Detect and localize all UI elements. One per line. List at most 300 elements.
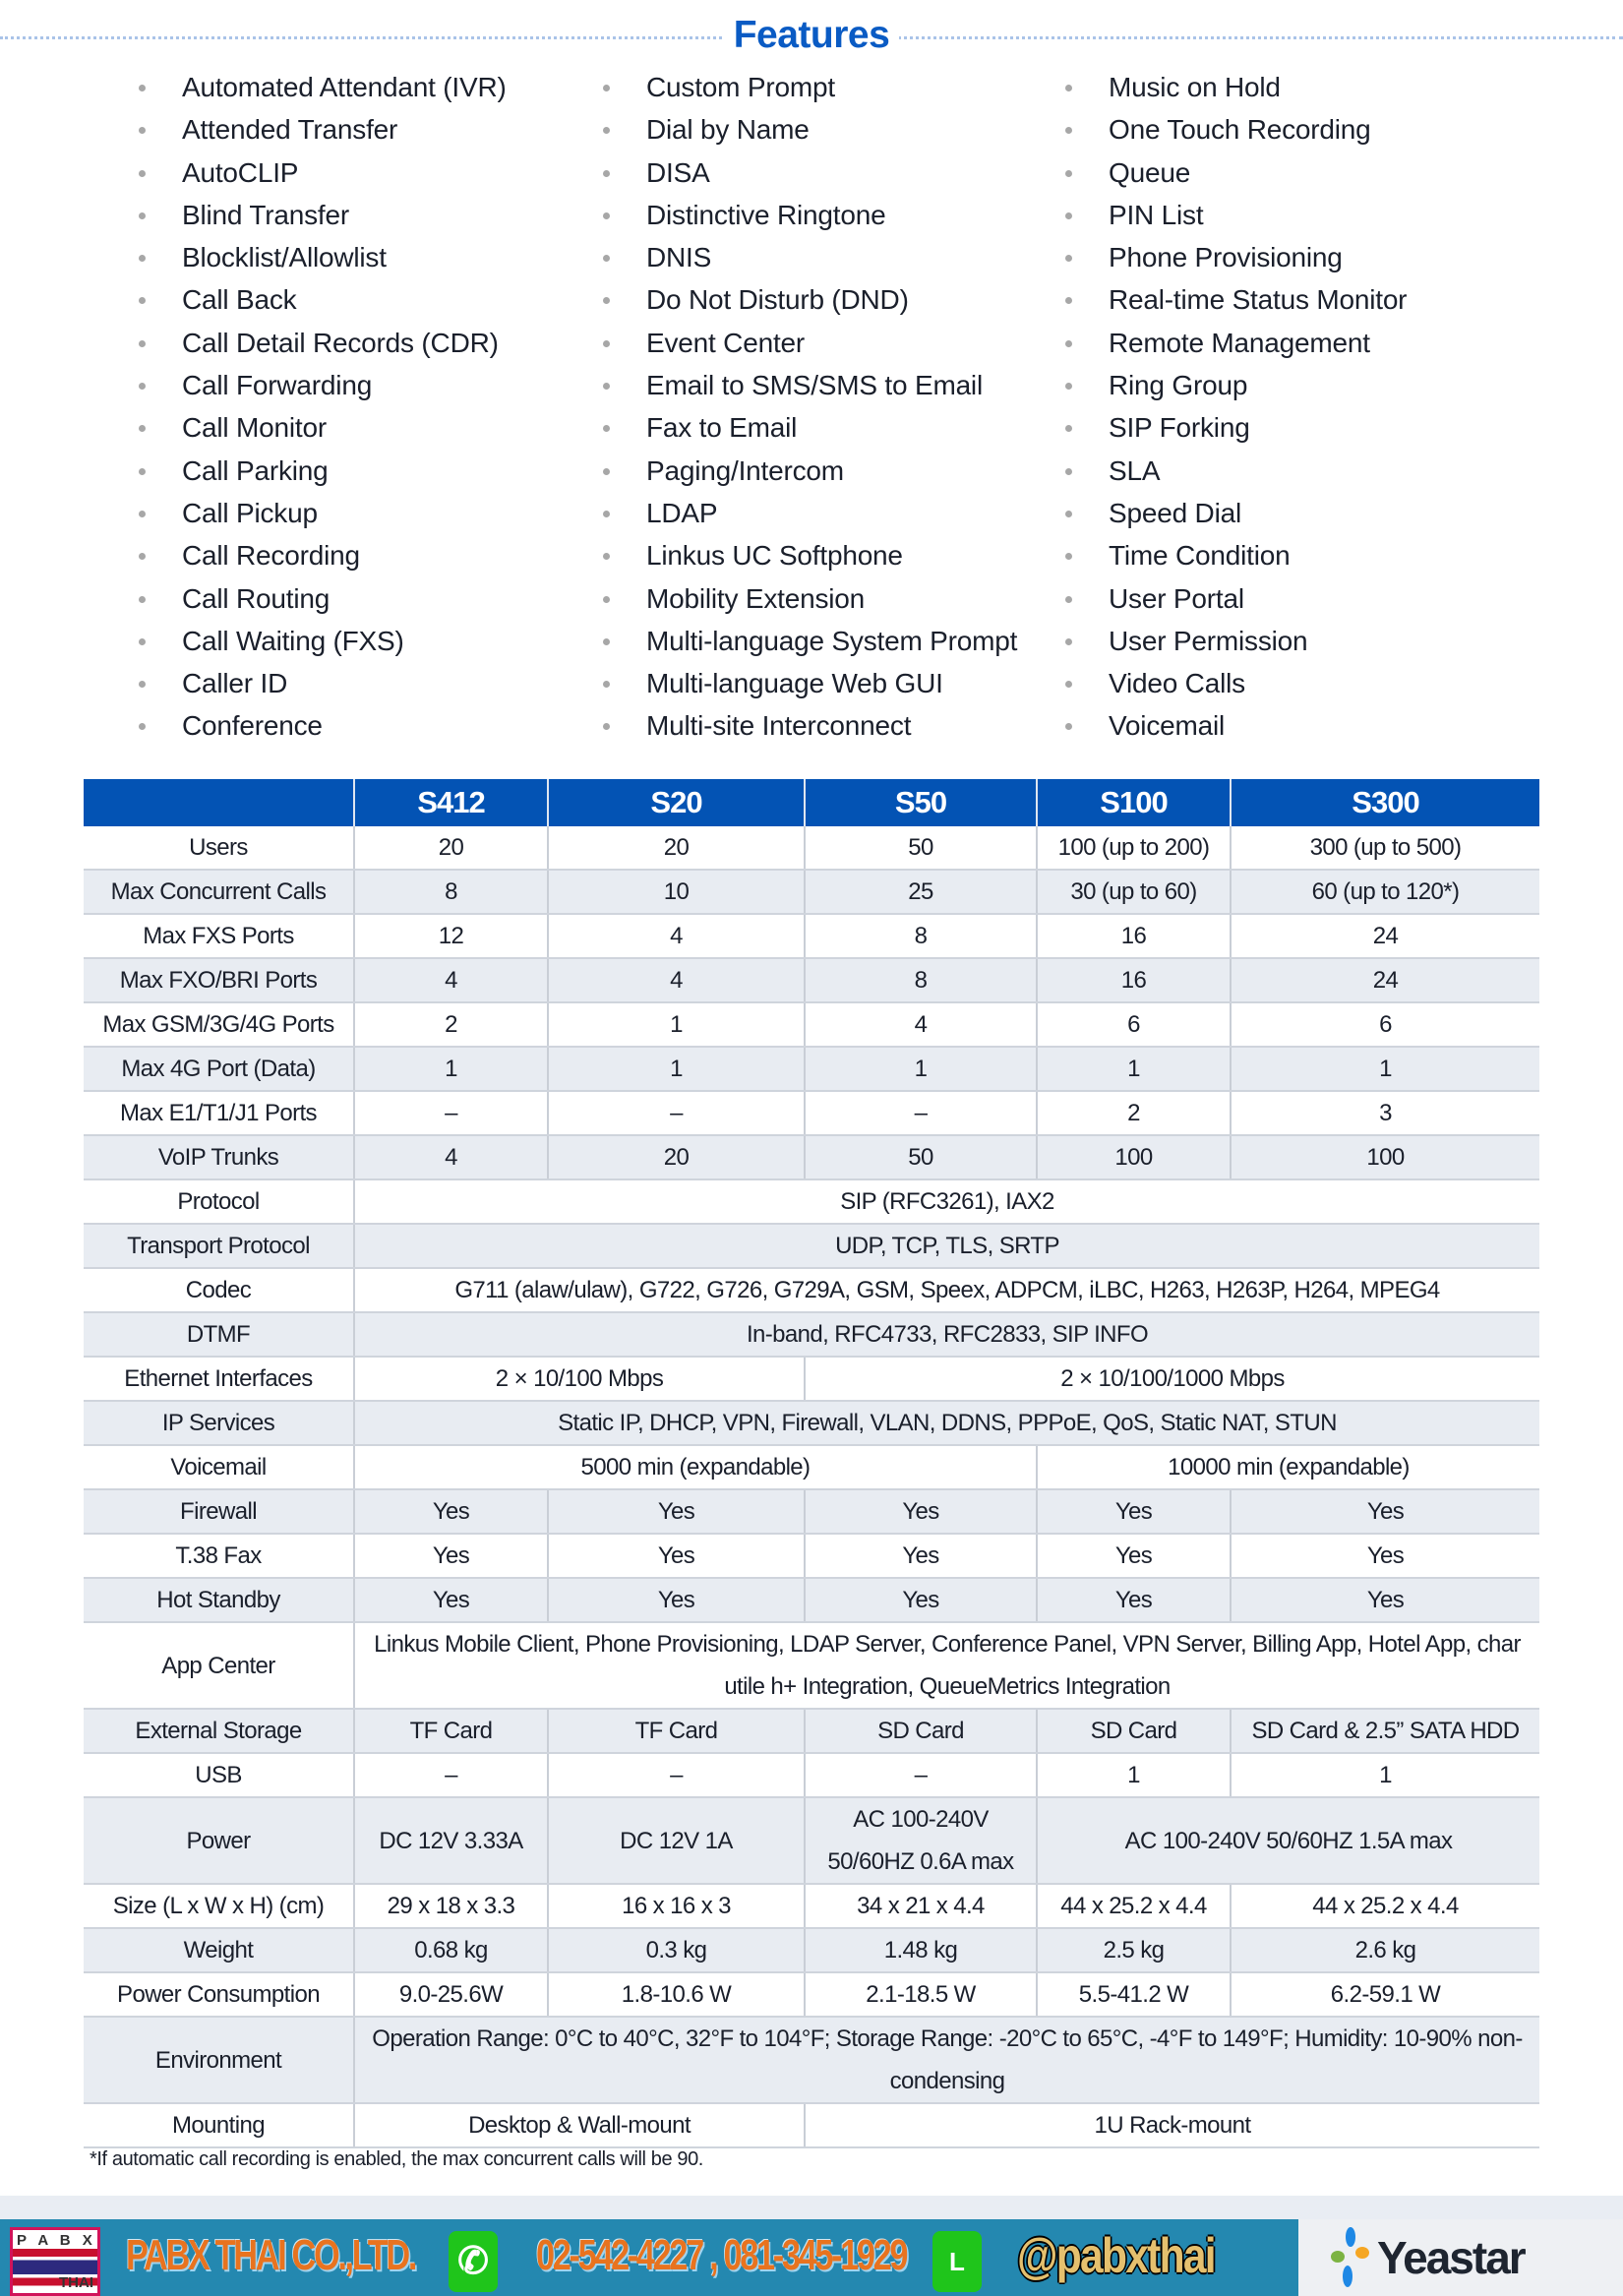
- bullet-icon: [1065, 511, 1072, 517]
- feature-label: Event Center: [646, 327, 806, 358]
- table-row: [84, 1534, 1539, 1578]
- table-cell: Yes: [1231, 1578, 1539, 1622]
- feature-label: Call Recording: [182, 540, 360, 572]
- bullet-icon: [603, 383, 610, 390]
- table-cell: Yes: [1037, 1534, 1231, 1578]
- features-column: [182, 66, 507, 748]
- row-label: Power Consumption: [84, 1972, 354, 2017]
- row-label: Max GSM/3G/4G Ports: [84, 1002, 354, 1047]
- bullet-icon: [603, 127, 610, 134]
- feature-item: [1109, 406, 1407, 449]
- table-cell: 8: [805, 958, 1037, 1002]
- table-cell: 1: [1037, 1753, 1231, 1797]
- feature-item: [182, 492, 507, 534]
- bullet-icon: [139, 85, 146, 91]
- table-cell: SD Card: [1037, 1709, 1231, 1753]
- feature-item: [1109, 450, 1407, 492]
- feature-item: [646, 151, 1017, 194]
- row-label: Ethernet Interfaces: [84, 1357, 354, 1401]
- footnote: *If automatic call recording is enabled, the max concurrent calls will be 90.: [90, 2148, 703, 2170]
- table-row: [84, 1047, 1539, 1091]
- table-row: [84, 1002, 1539, 1047]
- table-header-row: [84, 779, 1539, 826]
- table-cell: TF Card: [354, 1709, 548, 1753]
- features-column: [646, 66, 1017, 748]
- row-label: Users: [84, 826, 354, 870]
- row-label: T.38 Fax: [84, 1534, 354, 1578]
- feature-item: [1109, 66, 1407, 108]
- table-cell: Linkus Mobile Client, Phone Provisioning, LDAP Server, Conference Panel, VPN Server, Billing App, Hotel App, char utile h+ Integration, QueueMetrics Integration: [354, 1622, 1539, 1709]
- table-cell: 44 x 25.2 x 4.4: [1231, 1884, 1539, 1928]
- table-row: [84, 1445, 1539, 1489]
- table-row: [84, 1884, 1539, 1928]
- feature-item: [182, 534, 507, 576]
- row-label: Max E1/T1/J1 Ports: [84, 1091, 354, 1135]
- bullet-icon: [139, 127, 146, 134]
- bullet-icon: [1065, 638, 1072, 645]
- table-cell: Yes: [354, 1489, 548, 1534]
- table-cell: 16: [1037, 958, 1231, 1002]
- feature-item: [182, 577, 507, 620]
- row-label: Firewall: [84, 1489, 354, 1534]
- table-cell: Yes: [354, 1578, 548, 1622]
- bullet-icon: [139, 212, 146, 219]
- bullet-icon: [603, 85, 610, 91]
- table-cell: Yes: [805, 1534, 1037, 1578]
- feature-label: SIP Forking: [1109, 412, 1250, 444]
- column-header-s50: S50: [805, 779, 1037, 826]
- bullet-icon: [139, 468, 146, 475]
- feature-item: [646, 406, 1017, 449]
- table-cell: 1: [548, 1047, 805, 1091]
- table-cell: 20: [354, 826, 548, 870]
- table-cell: 29 x 18 x 3.3: [354, 1884, 548, 1928]
- table-cell: Yes: [1231, 1489, 1539, 1534]
- table-row: [84, 1972, 1539, 2017]
- table-row: [84, 1401, 1539, 1445]
- feature-label: User Portal: [1109, 582, 1244, 614]
- table-cell: DC 12V 1A: [548, 1797, 805, 1884]
- table-cell: 5000 min (expandable): [354, 1445, 1037, 1489]
- table-cell: 4: [548, 958, 805, 1002]
- table-row: [84, 1797, 1539, 1884]
- feature-label: PIN List: [1109, 199, 1204, 230]
- table-cell: Yes: [805, 1578, 1037, 1622]
- feature-label: Dial by Name: [646, 114, 810, 146]
- table-cell: Yes: [1231, 1534, 1539, 1578]
- feature-item: [1109, 364, 1407, 406]
- bullet-icon: [603, 212, 610, 219]
- table-cell: AC 100-240V 50/60HZ 0.6A max: [805, 1797, 1037, 1884]
- feature-item: [646, 450, 1017, 492]
- feature-item: [182, 236, 507, 278]
- bullet-icon: [1065, 170, 1072, 177]
- table-cell: 2: [354, 1002, 548, 1047]
- column-header-s100: S100: [1037, 779, 1231, 826]
- row-label: Max FXO/BRI Ports: [84, 958, 354, 1002]
- table-cell: 60 (up to 120*): [1231, 870, 1539, 914]
- table-row: [84, 1928, 1539, 1972]
- table-cell: 0.68 kg: [354, 1928, 548, 1972]
- table-cell: 9.0-25.6W: [354, 1972, 548, 2017]
- table-cell: 25: [805, 870, 1037, 914]
- table-cell: 0.3 kg: [548, 1928, 805, 1972]
- table-cell: 24: [1231, 914, 1539, 958]
- row-label: Transport Protocol: [84, 1224, 354, 1268]
- feature-label: Queue: [1109, 156, 1191, 188]
- feature-label: Real-time Status Monitor: [1109, 284, 1408, 316]
- feature-label: SLA: [1109, 454, 1161, 486]
- feature-item: [1109, 492, 1407, 534]
- row-label: External Storage: [84, 1709, 354, 1753]
- table-cell: 4: [548, 914, 805, 958]
- table-cell: SD Card: [805, 1709, 1037, 1753]
- feature-label: AutoCLIP: [182, 156, 299, 188]
- table-cell: 1: [354, 1047, 548, 1091]
- row-label: Hot Standby: [84, 1578, 354, 1622]
- row-label: Max FXS Ports: [84, 914, 354, 958]
- table-cell: 1.48 kg: [805, 1928, 1037, 1972]
- bullet-icon: [139, 170, 146, 177]
- feature-item: [646, 108, 1017, 151]
- table-cell: Yes: [1037, 1489, 1231, 1534]
- feature-item: [182, 108, 507, 151]
- feature-label: Call Back: [182, 284, 297, 316]
- feature-item: [1109, 577, 1407, 620]
- table-cell: –: [805, 1091, 1037, 1135]
- row-label: USB: [84, 1753, 354, 1797]
- table-cell: 10000 min (expandable): [1037, 1445, 1539, 1489]
- feature-label: Email to SMS/SMS to Email: [646, 370, 983, 401]
- table-cell: 1: [1231, 1047, 1539, 1091]
- feature-label: Ring Group: [1109, 370, 1248, 401]
- table-cell: Static IP, DHCP, VPN, Firewall, VLAN, DDNS, PPPoE, QoS, Static NAT, STUN: [354, 1401, 1539, 1445]
- bullet-icon: [139, 255, 146, 262]
- feature-item: [1109, 278, 1407, 321]
- row-label: Protocol: [84, 1179, 354, 1224]
- feature-label: User Permission: [1109, 625, 1308, 656]
- feature-label: Time Condition: [1109, 540, 1291, 572]
- table-cell: –: [548, 1091, 805, 1135]
- column-header-s300: S300: [1231, 779, 1539, 826]
- feature-label: Blocklist/Allowlist: [182, 242, 387, 273]
- features-column: [1109, 66, 1407, 748]
- feature-item: [1109, 704, 1407, 747]
- bullet-icon: [139, 297, 146, 304]
- bullet-icon: [139, 681, 146, 688]
- bullet-icon: [603, 681, 610, 688]
- table-cell: 10: [548, 870, 805, 914]
- bullet-icon: [1065, 553, 1072, 560]
- bullet-icon: [1065, 85, 1072, 91]
- table-cell: Yes: [548, 1578, 805, 1622]
- feature-item: [646, 534, 1017, 576]
- table-cell: Yes: [354, 1534, 548, 1578]
- feature-label: Paging/Intercom: [646, 454, 844, 486]
- bullet-icon: [139, 383, 146, 390]
- line-id: @pabxthai: [1017, 2228, 1215, 2283]
- feature-label: Multi-site Interconnect: [646, 710, 912, 742]
- features-heading: [0, 14, 1623, 59]
- table-cell: 2 × 10/100/1000 Mbps: [805, 1357, 1539, 1401]
- bullet-icon: [1065, 468, 1072, 475]
- bullet-icon: [139, 596, 146, 603]
- table-cell: –: [805, 1753, 1037, 1797]
- table-cell: Operation Range: 0°C to 40°C, 32°F to 104°F; Storage Range: -20°C to 65°C, -4°F to 149°F; Humidity: 10-90% non-condensing: [354, 2017, 1539, 2103]
- feature-item: [1109, 620, 1407, 662]
- bullet-icon: [1065, 723, 1072, 730]
- feature-item: [182, 322, 507, 364]
- feature-item: [182, 194, 507, 236]
- table-cell: 2.1-18.5 W: [805, 1972, 1037, 2017]
- table-cell: Desktop & Wall-mount: [354, 2103, 805, 2147]
- feature-label: DNIS: [646, 242, 712, 273]
- feature-item: [182, 662, 507, 704]
- table-cell: 24: [1231, 958, 1539, 1002]
- feature-label: Blind Transfer: [182, 199, 349, 230]
- bullet-icon: [1065, 297, 1072, 304]
- feature-label: Automated Attendant (IVR): [182, 72, 507, 102]
- yeastar-mark-icon: [1326, 2225, 1375, 2290]
- feature-item: [1109, 236, 1407, 278]
- bullet-icon: [1065, 596, 1072, 603]
- line-icon: L: [932, 2231, 982, 2292]
- row-label: Voicemail: [84, 1445, 354, 1489]
- table-row: [84, 1578, 1539, 1622]
- bullet-icon: [1065, 212, 1072, 219]
- feature-label: Phone Provisioning: [1109, 242, 1343, 273]
- row-label: Environment: [84, 2017, 354, 2103]
- feature-label: Multi-language Web GUI: [646, 668, 943, 699]
- table-cell: 2.5 kg: [1037, 1928, 1231, 1972]
- table-row: [84, 1709, 1539, 1753]
- table-row: [84, 1622, 1539, 1709]
- feature-label: Linkus UC Softphone: [646, 540, 903, 572]
- feature-item: [646, 66, 1017, 108]
- feature-label: Call Forwarding: [182, 370, 373, 401]
- table-cell: Yes: [548, 1534, 805, 1578]
- table-cell: AC 100-240V 50/60HZ 1.5A max: [1037, 1797, 1539, 1884]
- table-cell: –: [548, 1753, 805, 1797]
- row-label: Mounting: [84, 2103, 354, 2147]
- feature-label: Voicemail: [1109, 710, 1226, 742]
- feature-item: [646, 322, 1017, 364]
- table-cell: 6: [1231, 1002, 1539, 1047]
- table-cell: Yes: [548, 1489, 805, 1534]
- table-cell: 16: [1037, 914, 1231, 958]
- feature-item: [646, 492, 1017, 534]
- table-row: [84, 1179, 1539, 1224]
- table-row: [84, 958, 1539, 1002]
- table-cell: Yes: [1037, 1578, 1231, 1622]
- spec-table: [84, 779, 1539, 2148]
- bullet-icon: [603, 297, 610, 304]
- row-label: Power: [84, 1797, 354, 1884]
- feature-item: [646, 620, 1017, 662]
- feature-label: One Touch Recording: [1109, 114, 1371, 146]
- table-cell: 12: [354, 914, 548, 958]
- table-row: [84, 1357, 1539, 1401]
- feature-label: Speed Dial: [1109, 497, 1241, 528]
- bullet-icon: [139, 511, 146, 517]
- feature-item: [1109, 322, 1407, 364]
- table-cell: 1: [1231, 1753, 1539, 1797]
- feature-item: [646, 364, 1017, 406]
- feature-label: Caller ID: [182, 668, 288, 699]
- bullet-icon: [603, 255, 610, 262]
- pabx-thai-logo: P A B X THAI: [10, 2227, 100, 2296]
- table-cell: 6.2-59.1 W: [1231, 1972, 1539, 2017]
- table-cell: 8: [805, 914, 1037, 958]
- row-label: App Center: [84, 1622, 354, 1709]
- feature-label: Call Waiting (FXS): [182, 625, 404, 656]
- row-label: Weight: [84, 1928, 354, 1972]
- bullet-icon: [1065, 340, 1072, 347]
- row-label: VoIP Trunks: [84, 1135, 354, 1179]
- table-cell: 5.5-41.2 W: [1037, 1972, 1231, 2017]
- table-cell: UDP, TCP, TLS, SRTP: [354, 1224, 1539, 1268]
- feature-label: Call Pickup: [182, 497, 318, 528]
- bullet-icon: [603, 553, 610, 560]
- table-cell: 6: [1037, 1002, 1231, 1047]
- table-cell: 20: [548, 1135, 805, 1179]
- table-cell: SIP (RFC3261), IAX2: [354, 1179, 1539, 1224]
- table-cell: 1U Rack-mount: [805, 2103, 1539, 2147]
- feature-item: [1109, 151, 1407, 194]
- table-cell: 8: [354, 870, 548, 914]
- column-header-s20: S20: [548, 779, 805, 826]
- table-cell: 50: [805, 1135, 1037, 1179]
- feature-label: Distinctive Ringtone: [646, 199, 886, 230]
- bullet-icon: [139, 638, 146, 645]
- bullet-icon: [603, 723, 610, 730]
- feature-label: Call Routing: [182, 582, 331, 614]
- bullet-icon: [139, 425, 146, 432]
- bullet-icon: [139, 340, 146, 347]
- feature-label: Conference: [182, 710, 323, 742]
- table-cell: 30 (up to 60): [1037, 870, 1231, 914]
- table-row: [84, 1753, 1539, 1797]
- table-cell: 100 (up to 200): [1037, 826, 1231, 870]
- feature-item: [182, 450, 507, 492]
- table-cell: 1.8-10.6 W: [548, 1972, 805, 2017]
- phone-numbers: 02-542-4227 , 081-345-1929: [536, 2231, 907, 2279]
- bullet-icon: [603, 468, 610, 475]
- table-row: [84, 870, 1539, 914]
- feature-label: Call Parking: [182, 454, 329, 486]
- feature-label: Fax to Email: [646, 412, 798, 444]
- table-cell: 1: [548, 1002, 805, 1047]
- feature-label: LDAP: [646, 497, 718, 528]
- table-row: [84, 914, 1539, 958]
- table-cell: 100: [1231, 1135, 1539, 1179]
- table-row: [84, 1489, 1539, 1534]
- table-row: [84, 2017, 1539, 2103]
- column-header-s412: S412: [354, 779, 548, 826]
- feature-item: [182, 620, 507, 662]
- feature-item: [646, 236, 1017, 278]
- table-cell: In-band, RFC4733, RFC2833, SIP INFO: [354, 1312, 1539, 1357]
- feature-label: Attended Transfer: [182, 114, 398, 146]
- feature-item: [1109, 194, 1407, 236]
- table-cell: DC 12V 3.33A: [354, 1797, 548, 1884]
- table-cell: 4: [354, 958, 548, 1002]
- table-cell: G711 (alaw/ulaw), G722, G726, G729A, GSM, Speex, ADPCM, iLBC, H263, H263P, H264, MPEG4: [354, 1268, 1539, 1312]
- bullet-icon: [603, 596, 610, 603]
- feature-item: [646, 577, 1017, 620]
- phone-icon: ✆: [449, 2231, 498, 2292]
- bullet-icon: [1065, 425, 1072, 432]
- feature-item: [182, 66, 507, 108]
- bullet-icon: [603, 511, 610, 517]
- table-cell: 3: [1231, 1091, 1539, 1135]
- table-cell: –: [354, 1091, 548, 1135]
- table-cell: SD Card & 2.5” SATA HDD: [1231, 1709, 1539, 1753]
- bullet-icon: [603, 170, 610, 177]
- table-cell: 2: [1037, 1091, 1231, 1135]
- bullet-icon: [603, 638, 610, 645]
- table-row: [84, 1268, 1539, 1312]
- yeastar-logo: [1326, 2225, 1621, 2290]
- table-row: [84, 2103, 1539, 2147]
- feature-label: Multi-language System Prompt: [646, 625, 1018, 656]
- row-label: Codec: [84, 1268, 354, 1312]
- feature-label: Remote Management: [1109, 327, 1370, 358]
- feature-item: [646, 278, 1017, 321]
- bullet-icon: [603, 340, 610, 347]
- company-name: PABX THAI CO.,LTD.: [126, 2231, 416, 2279]
- table-cell: 50: [805, 826, 1037, 870]
- feature-item: [182, 278, 507, 321]
- feature-item: [182, 704, 507, 747]
- table-row: [84, 826, 1539, 870]
- bullet-icon: [1065, 127, 1072, 134]
- table-cell: 1: [805, 1047, 1037, 1091]
- row-label: Size (L x W x H) (cm): [84, 1884, 354, 1928]
- feature-item: [182, 151, 507, 194]
- table-cell: 16 x 16 x 3: [548, 1884, 805, 1928]
- row-label: DTMF: [84, 1312, 354, 1357]
- bullet-icon: [139, 553, 146, 560]
- yeastar-wordmark: Yeastar: [1377, 2232, 1525, 2283]
- feature-label: Music on Hold: [1109, 72, 1281, 102]
- feature-label: Do Not Disturb (DND): [646, 284, 909, 316]
- feature-item: [646, 704, 1017, 747]
- table-cell: 100: [1037, 1135, 1231, 1179]
- bullet-icon: [1065, 255, 1072, 262]
- feature-item: [646, 194, 1017, 236]
- table-row: [84, 1091, 1539, 1135]
- feature-item: [182, 406, 507, 449]
- bullet-icon: [603, 425, 610, 432]
- row-label: Max Concurrent Calls: [84, 870, 354, 914]
- table-row: [84, 1135, 1539, 1179]
- feature-label: Call Monitor: [182, 412, 327, 444]
- bullet-icon: [1065, 383, 1072, 390]
- table-cell: –: [354, 1753, 548, 1797]
- table-cell: 34 x 21 x 4.4: [805, 1884, 1037, 1928]
- feature-label: Video Calls: [1109, 668, 1245, 699]
- feature-label: DISA: [646, 156, 710, 188]
- feature-item: [182, 364, 507, 406]
- table-cell: TF Card: [548, 1709, 805, 1753]
- feature-item: [1109, 662, 1407, 704]
- table-cell: 44 x 25.2 x 4.4: [1037, 1884, 1231, 1928]
- table-cell: 2 × 10/100 Mbps: [354, 1357, 805, 1401]
- feature-label: Mobility Extension: [646, 582, 866, 614]
- table-cell: 20: [548, 826, 805, 870]
- feature-item: [1109, 534, 1407, 576]
